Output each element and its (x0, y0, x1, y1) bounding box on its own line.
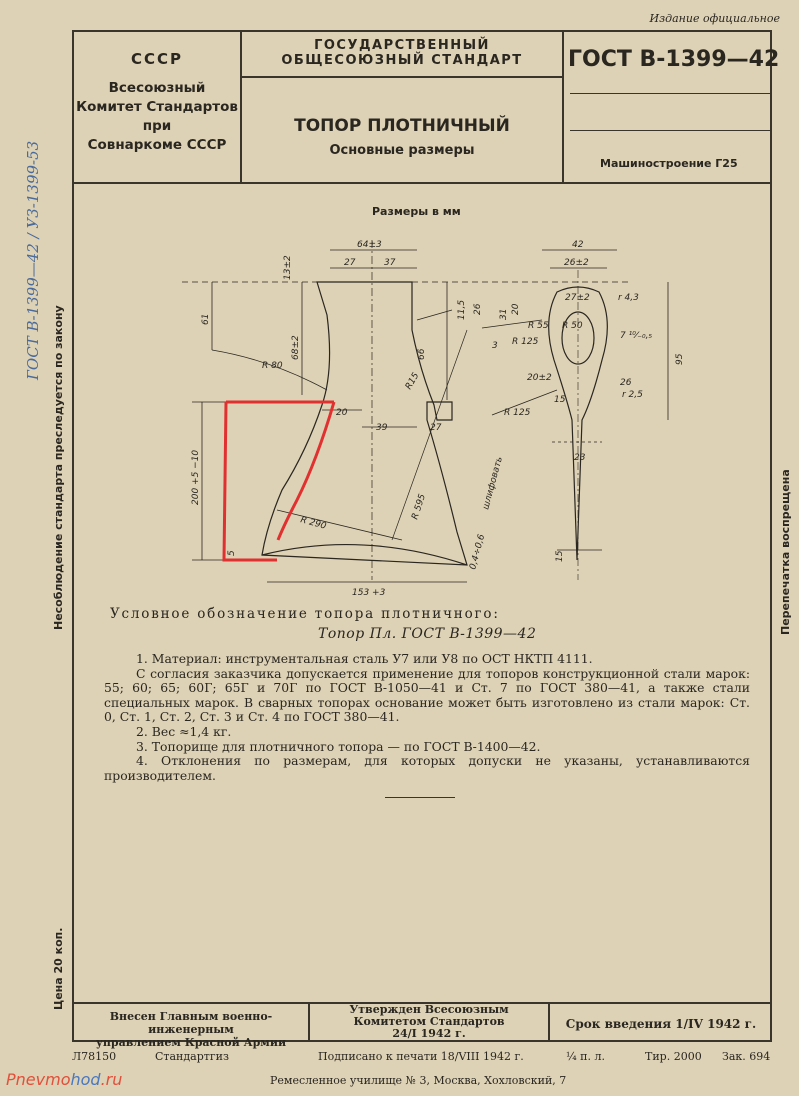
footer-divider (548, 1002, 550, 1042)
notes-divider (385, 797, 455, 798)
dim-label: 26±2 (564, 258, 589, 268)
dim-label: 3 (492, 341, 498, 351)
radius-line (277, 510, 402, 540)
dim-label: 27±2 (565, 293, 590, 303)
dim-label: r 4,3 (618, 293, 639, 303)
standard-type-line: ГОСУДАРСТВЕННЫЙ (314, 38, 490, 53)
print-run: Тир. 2000 (645, 1050, 702, 1063)
dim-label: 200 +5 −10 (191, 449, 201, 505)
dim-label: 20 (336, 408, 348, 418)
document-title: ТОПОР ПЛОТНИЧНЫЙ (294, 116, 510, 136)
edition-note: Издание официальное (649, 12, 780, 25)
dim-label: 11,5 (457, 299, 467, 320)
note-item: 3. Топорище для плотничного топора — по ГОСТ В-1400—42. (136, 738, 541, 754)
dim-label: 66 (417, 348, 427, 360)
header-right-rule1 (570, 93, 772, 94)
approved-by-line: Комитетом Стандартов (353, 1015, 505, 1028)
dim-label: r 2,5 (622, 390, 643, 400)
dim-label: 20±2 (527, 373, 552, 383)
category-code: Машиностроение Г25 (600, 157, 738, 170)
note-item: С согласия заказчика допускается применение для топоров конструкционной стали марок: 55; 60; 65; 60Г; 65Г и 70Г по ГОСТ В-1050—41 и Ст. 7 по ГОСТ 380—41, а также стали специальных марок. В сварных топорах основание может быть изготовлено из стали марок: Ст. 0, Ст. 1, Ст. 2, Ст. 3 и Ст. 4 по ГОСТ 380—41. (104, 665, 750, 725)
dim-label: 5 (227, 550, 237, 556)
dim-label: 7 ¹⁰⁄₋₀,₅ (620, 331, 653, 341)
dim-label: 15 (554, 395, 566, 405)
effective-date: Срок введения 1/IV 1942 г. (565, 1017, 757, 1031)
header-bottom-rule (72, 182, 772, 184)
units-label: Размеры в мм (372, 205, 461, 218)
printer-info: Ремесленное училище № 3, Москва, Хохловский, 7 (270, 1074, 567, 1087)
standard-type (242, 38, 562, 68)
dim-label: R 595 (410, 492, 428, 521)
print-signed: Подписано к печати 18/VIII 1942 г. (318, 1050, 524, 1063)
print-order: Зак. 694 (722, 1050, 771, 1063)
dim-label: 13±2 (283, 255, 293, 280)
dim-label: 0,4÷0,6 (468, 533, 488, 571)
dim-label: 27 (344, 258, 356, 268)
issuer-ussr: СССР (130, 50, 184, 68)
watermark (6, 1070, 122, 1089)
dim-label: 31 (499, 308, 509, 320)
dim-label: R 125 (504, 408, 531, 418)
print-code: Л78150 (72, 1050, 117, 1063)
issuer-line: Всесоюзный (108, 80, 206, 96)
header-center-rule (240, 76, 564, 78)
dim-label: 37 (384, 258, 396, 268)
approved-by-line: Утвержден Всесоюзным (349, 1003, 509, 1016)
dim-label: 26 (620, 378, 632, 388)
introduced-by-line: Внесен Главным военно-инженерным (109, 1010, 273, 1036)
issuer-block (74, 50, 240, 155)
print-sheets: ¼ п. л. (566, 1050, 605, 1063)
dim-label: R 80 (262, 361, 283, 371)
watermark-part: hod (70, 1070, 101, 1089)
dim-label: 61 (201, 313, 211, 325)
dim-label: 15 (555, 550, 565, 562)
document-subtitle: Основные размеры (329, 143, 475, 158)
dim-label: 42 (572, 240, 584, 250)
designation-value: Топор Пл. ГОСТ В-1399—42 (318, 626, 537, 642)
dim-label: 20 (511, 303, 521, 315)
introduced-by-line: управлением Красной Армии (95, 1036, 287, 1049)
dim-label: 64±3 (357, 240, 382, 250)
red-annotation-mark (224, 402, 334, 560)
dim-label: R 290 (299, 515, 328, 532)
dim-label: R 125 (512, 337, 539, 347)
issuer-line: Совнаркоме СССР (87, 137, 227, 153)
gost-number: ГОСТ В-1399—42 (568, 47, 780, 72)
axe-technical-drawing (72, 220, 772, 600)
dim-label: 27 (430, 423, 442, 433)
issuer-line: Комитет Стандартов (76, 99, 238, 115)
header-right-rule2 (570, 130, 772, 131)
dim-label: шлифовать (481, 455, 505, 511)
price: Цена 20 коп. (52, 927, 65, 1010)
note-item: 2. Вес ≈1,4 кг. (136, 723, 232, 739)
dim-label: 23 (574, 453, 586, 463)
dim-label: R 50 (562, 321, 583, 331)
dim-label: R 55 (528, 321, 549, 331)
issuer-line: при (142, 118, 172, 134)
notes-block (104, 652, 750, 783)
dim-label: 153 +3 (352, 588, 386, 598)
dim-label: 68±2 (291, 335, 301, 360)
dim-label: R15 (403, 371, 422, 392)
dim-label: 95 (675, 353, 685, 365)
designation-heading: Условное обозначение топора плотничного: (110, 606, 500, 622)
note-item: 4. Отклонения по размерам, для которых допуски не указаны, устанавливаются производителем. (104, 753, 750, 783)
legal-warning: Несоблюдение стандарта преследуется по закону (52, 305, 65, 630)
approved-by (310, 1004, 548, 1040)
print-publisher: Стандартгиз (155, 1050, 229, 1063)
introduced-by (74, 1010, 308, 1049)
note-item: 1. Материал: инструментальная сталь У7 или У8 по ОСТ НКТП 4111. (136, 651, 593, 666)
handwritten-note: ГОСТ В-1399—42 / У3-1399-53 (24, 140, 42, 380)
standard-type-line: ОБЩЕСОЮЗНЫЙ СТАНДАРТ (281, 53, 523, 68)
reprint-notice: Перепечатка воспрещена (779, 469, 792, 635)
watermark-part: .ru (100, 1070, 123, 1089)
header-divider-right (562, 30, 564, 182)
dim-label: 39 (376, 423, 388, 433)
radius-line (392, 330, 467, 540)
watermark-part: Pnevmo (6, 1070, 71, 1089)
approved-by-line: 24/I 1942 г. (392, 1027, 466, 1040)
dim-label: 26 (473, 303, 483, 315)
blade-arc (262, 545, 467, 565)
